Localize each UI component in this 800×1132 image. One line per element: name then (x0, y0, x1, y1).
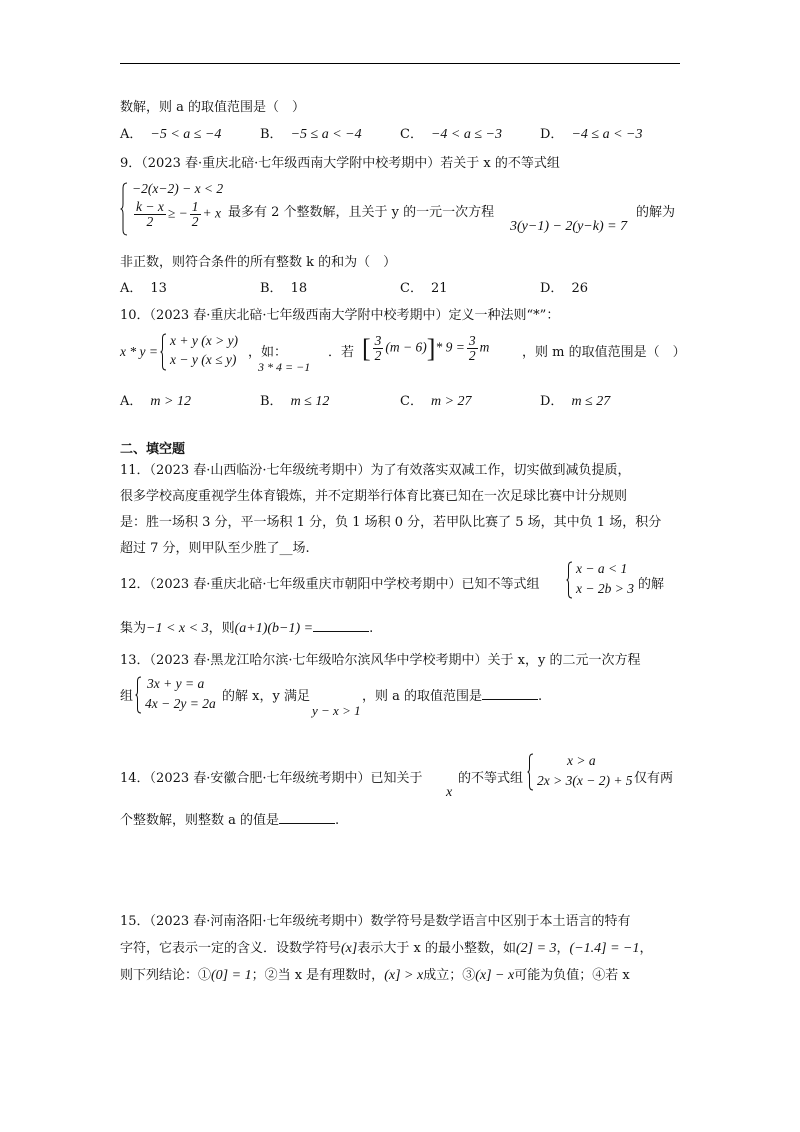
q9-option-d[interactable] (540, 280, 588, 298)
fraction (190, 200, 201, 229)
option-letter: D． (540, 394, 564, 409)
section-title: 二、填空题 (120, 442, 186, 457)
denominator: 2 (191, 214, 199, 229)
ineq2-mid: ≥ − (167, 205, 188, 221)
q8-option-a[interactable] (120, 126, 221, 144)
q15-line2-pre: 字符，它表示一定的含义．设数学符号 (120, 941, 342, 956)
q12-header: 12．（2023 春·重庆北碚·七年级重庆市朝阳中学校考期中）已知不等式组 (120, 577, 540, 592)
q12-line2-mid: ，则 (208, 621, 235, 636)
q15-c2: (x] > x (384, 968, 424, 983)
q13-tail-line (362, 688, 542, 706)
option-text: m > 27 (430, 394, 472, 409)
q10-option-d[interactable] (540, 393, 610, 411)
q9-option-a[interactable] (120, 280, 167, 298)
q12-expr: (a+1)(b−1) = (234, 621, 314, 636)
q8-option-d[interactable] (540, 126, 642, 144)
q12-line2 (120, 620, 373, 638)
brace-icon (527, 753, 534, 791)
option-letter: D． (540, 127, 564, 142)
answer-blank[interactable] (482, 699, 538, 700)
q10-option-b[interactable] (260, 393, 329, 411)
q15-c3: (x] − x (475, 968, 515, 983)
q11-line: 超过 7 分，则甲队至少胜了__场. (120, 541, 310, 556)
q13-header: 13．（2023 春·黑龙江哈尔滨·七年级哈尔滨风华中学校考期中）关于 x，y 的二元一次方程 (120, 653, 641, 668)
q11-line: 是：胜一场积 3 分，平一场积 1 分，负 1 场积 0 分，若甲队比赛了 5 场，其中负 1 场，积分 (120, 515, 662, 530)
q12-line2-pre: 集为 (120, 621, 147, 636)
q15-sep: ， (556, 941, 570, 956)
q14-header: 14．（2023 春·安徽合肥·七年级统考期中）已知关于 (120, 771, 423, 786)
fraction (467, 334, 478, 363)
q15-line3-a: ；②当 x 是有理数时， (251, 968, 385, 983)
q10-lhs: x * y = (120, 344, 158, 359)
q12-end: . (369, 621, 374, 636)
answer-blank[interactable] (279, 823, 335, 824)
fraction (373, 334, 384, 363)
q8-stem: 数解，则 a 的取值范围是（ ） (120, 100, 306, 115)
option-text: 18 (290, 281, 308, 296)
option-letter: A． (120, 394, 143, 409)
option-text: 21 (430, 281, 448, 296)
numerator: 1 (191, 199, 199, 214)
q10-example-label: ，如： (248, 345, 288, 360)
option-text: −5 < a ≤ −4 (150, 127, 222, 142)
q15-line1: 15．（2023 春·河南洛阳·七年级统考期中）数学符号是数学语言中区别于本土语言的特有 (120, 914, 631, 929)
q14-inequality-system (527, 752, 637, 792)
q14-var: x (446, 785, 453, 800)
q13-pre: 组 (120, 689, 134, 704)
q13-cond: y − x > 1 (312, 703, 361, 718)
q15-line3 (120, 967, 630, 985)
q12-solution: −1 < x < 3 (146, 621, 209, 636)
q13-eq2: 4x − 2y = 2a (145, 696, 216, 711)
q15-line3-pre: 则下列结论：① (120, 968, 212, 983)
answer-blank[interactable] (313, 631, 369, 632)
q10-condition (362, 334, 489, 363)
header-rule (120, 63, 680, 64)
option-letter: A． (120, 127, 143, 142)
q9-equation: 3(y−1) − 2(y−k) = 7 (510, 219, 628, 234)
q10-example: 3 * 4 = −1 (258, 360, 311, 374)
brace-icon (120, 182, 128, 236)
q14-ineq2: 2x > 3(x − 2) + 5 (537, 773, 633, 788)
option-letter: B． (260, 281, 283, 296)
option-text: 26 (571, 281, 588, 296)
q14-line2: 个整数解，则整数 a 的值是 (120, 813, 280, 828)
option-text: −4 < a ≤ −3 (430, 127, 502, 142)
q10-case1: x + y (x > y) (170, 333, 239, 348)
q13-equation-system (135, 675, 225, 715)
q15-c1: (0] = 1 (211, 968, 252, 983)
denominator: 2 (146, 214, 154, 229)
option-letter: C． (400, 394, 423, 409)
q13-end: . (538, 689, 543, 704)
q12-ineq1: x − a < 1 (576, 561, 628, 576)
option-letter: C． (400, 281, 423, 296)
q10-option-a[interactable] (120, 393, 191, 411)
right-bracket: ] (426, 334, 436, 363)
q15-line3-b: 成立；③ (423, 968, 476, 983)
brace-icon (135, 676, 142, 714)
q9-ineq2 (132, 200, 221, 229)
q13-eq1: 3x + y = a (147, 676, 205, 691)
option-text: −4 ≤ a < −3 (571, 127, 643, 142)
option-text: m ≤ 27 (571, 394, 611, 409)
after-bracket: * 9 = (435, 339, 465, 355)
q9-inequality-system (120, 180, 230, 238)
q12-after: 的解 (638, 577, 665, 592)
brace-icon (160, 333, 167, 371)
q15-symbol: (x] (341, 941, 358, 956)
q8-option-c[interactable] (400, 126, 502, 144)
denominator: 2 (468, 348, 476, 363)
option-text: −5 ≤ a < −4 (290, 127, 362, 142)
q14-ineq1: x > a (567, 753, 596, 768)
q13-tail: ，则 a 的取值范围是 (362, 689, 483, 704)
option-text: m > 12 (150, 394, 191, 409)
fraction (134, 200, 166, 229)
numerator: 3 (374, 333, 382, 348)
q9-mid-text: 最多有 2 个整数解，且关于 y 的一元一次方程 (228, 205, 495, 220)
q11-line: 很多学校高度重视学生体育锻炼，并不定期举行体育比赛已知在一次足球比赛中计分规则 (120, 489, 628, 504)
numerator: 3 (468, 333, 476, 348)
option-text: m ≤ 12 (290, 394, 330, 409)
q13-mid: 的解 x，y 满足 (222, 689, 310, 704)
q9-option-b[interactable] (260, 280, 307, 298)
q10-header: 10．（2023 春·重庆北碚·七年级西南大学附中校考期中）定义一种法则“*”： (120, 308, 560, 323)
option-letter: B． (260, 127, 283, 142)
q15-line3-c: 可能为负值；④若 x (514, 968, 630, 983)
q12-ineq2: x − 2b > 3 (576, 581, 634, 596)
option-letter: A． (120, 281, 143, 296)
q15-line2-mid: 表示大于 x 的最小整数，如 (357, 941, 516, 956)
q15-ex1: (2] = 3 (515, 941, 557, 956)
numerator: k − x (136, 199, 164, 214)
q9-option-c[interactable] (400, 280, 448, 298)
q15-line2-end: ， (639, 941, 653, 956)
q10-tail: ，则 m 的取值范围是（ ） (522, 345, 686, 360)
q9-ineq1: −2(x−2) − x < 2 (132, 181, 224, 196)
q14-mid: 的不等式组 (458, 771, 524, 786)
option-text: 13 (150, 281, 167, 296)
q12-inequality-system (566, 560, 646, 600)
left-bracket: [ (362, 334, 371, 363)
rhs-var: m (479, 339, 490, 355)
q15-ex2: (−1.4] = −1 (569, 941, 640, 956)
q10-case2: x − y (x ≤ y) (170, 352, 237, 367)
q15-line2 (120, 940, 653, 958)
denominator: 2 (374, 348, 382, 363)
q9-line2: 非正数，则符合条件的所有整数 k 的和为（ ） (120, 255, 397, 270)
q14-line2-wrap (120, 812, 339, 830)
option-letter: C． (400, 127, 423, 142)
q14-end: . (335, 813, 340, 828)
q10-if-label: ．若 (328, 345, 355, 360)
q10-option-c[interactable] (400, 393, 472, 411)
q14-after: 仅有两 (634, 771, 674, 786)
q11-line: 11．（2023 春·山西临汾·七年级统考期中）为了有效落实双减工作，切实做到减负提质， (120, 463, 631, 478)
q9-header: 9．（2023 春·重庆北碚·七年级西南大学附中校考期中）若关于 x 的不等式组 (120, 156, 560, 171)
brace-icon (566, 561, 573, 599)
option-letter: D． (540, 281, 564, 296)
ineq2-tail: + x (202, 205, 221, 221)
option-letter: B． (260, 394, 283, 409)
bracket-inner: (m − 6) (385, 339, 427, 355)
q9-end-text: 的解为 (636, 205, 676, 220)
q8-option-b[interactable] (260, 126, 362, 144)
